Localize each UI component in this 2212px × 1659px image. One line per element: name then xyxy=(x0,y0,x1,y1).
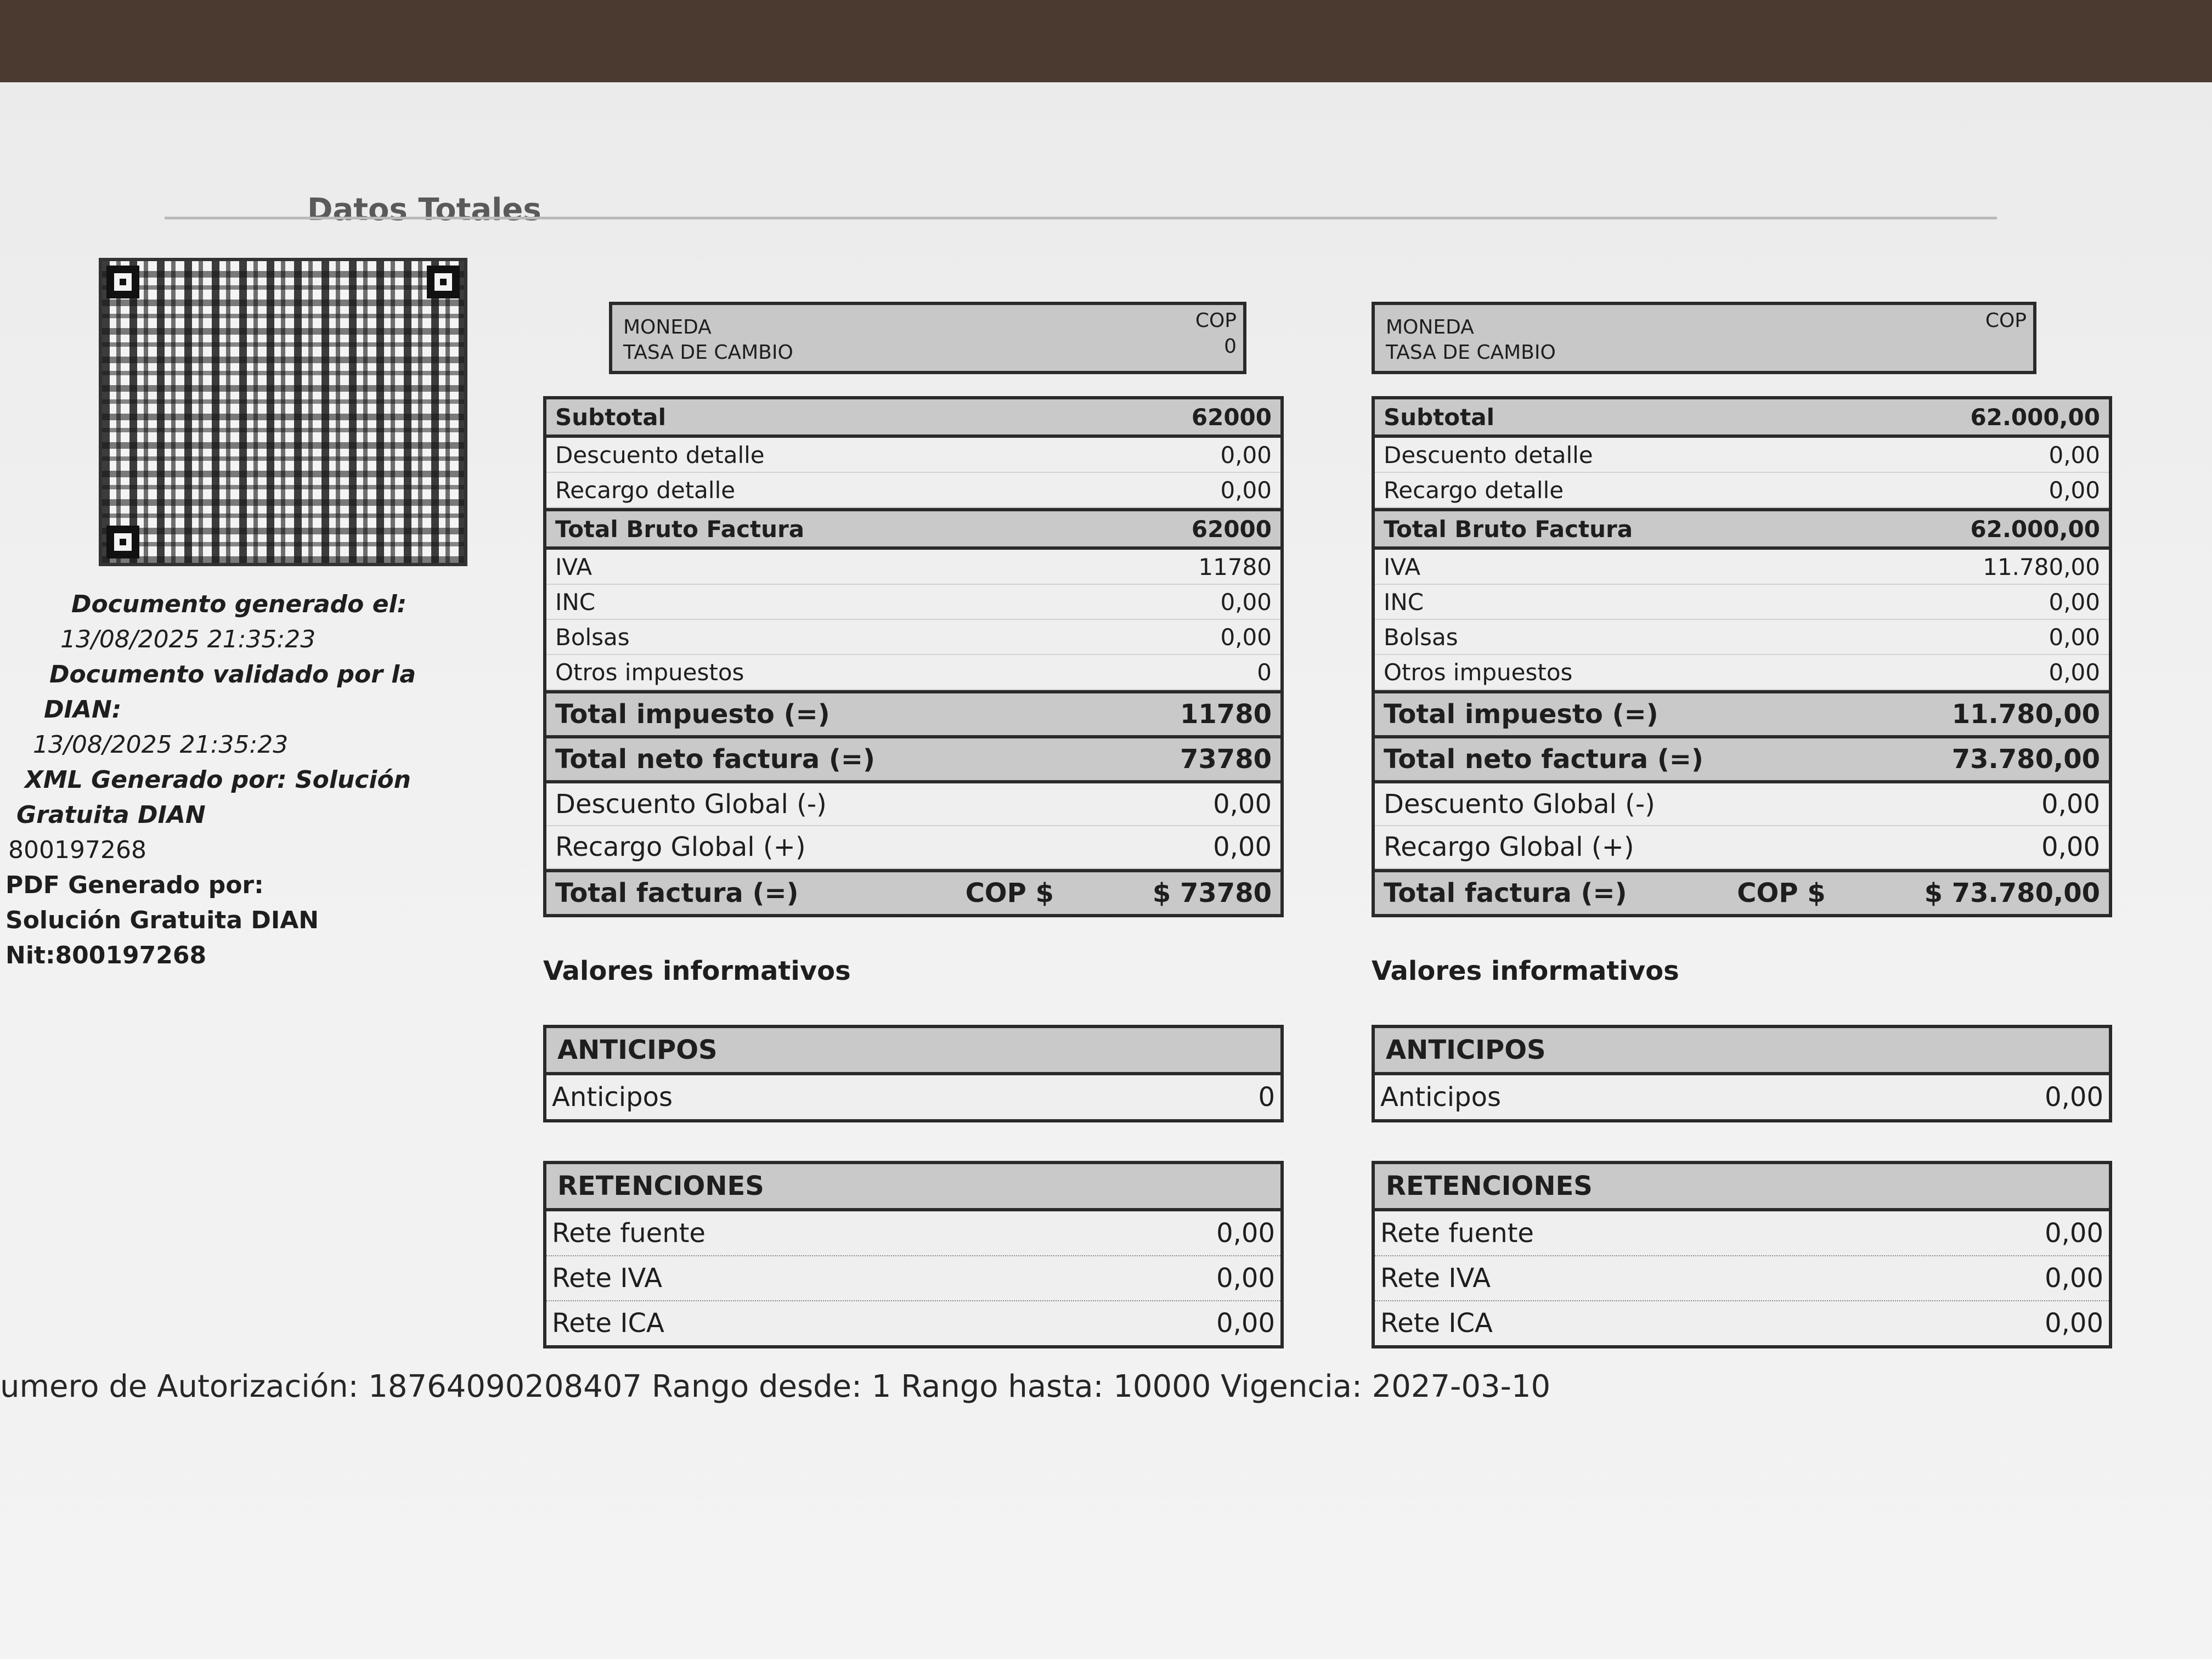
row-label: Recargo Global (+) xyxy=(1384,832,1634,862)
row-value: 0,00 xyxy=(1213,832,1272,862)
section-title: Datos Totales xyxy=(307,192,541,228)
table-row xyxy=(1375,508,2109,550)
table-row xyxy=(546,1075,1280,1119)
row-label: Anticipos xyxy=(552,1082,673,1113)
tasa-value: 0 xyxy=(1224,335,1237,358)
row-label: Rete fuente xyxy=(1380,1218,1534,1249)
anticipos-header: ANTICIPOS xyxy=(546,1028,1280,1075)
row-value: 62.000,00 xyxy=(1970,403,2100,431)
xml-generated-label-cont: Gratuita DIAN xyxy=(16,801,206,829)
row-value: 0,00 xyxy=(2049,588,2100,616)
table-row xyxy=(1375,1301,2109,1345)
table-row xyxy=(546,508,1280,550)
row-label: Rete IVA xyxy=(1380,1263,1491,1294)
pdf-nit: Nit:800197268 xyxy=(5,941,207,969)
row-label: Rete fuente xyxy=(552,1218,706,1249)
table-row xyxy=(546,869,1280,914)
row-label: Total Bruto Factura xyxy=(555,515,805,543)
row-label: Subtotal xyxy=(555,403,666,431)
pdf-generated-label: PDF Generado por: xyxy=(5,871,264,899)
row-label: IVA xyxy=(1384,553,1421,580)
row-value: 11.780,00 xyxy=(1983,553,2100,580)
row-label: Recargo detalle xyxy=(555,476,736,504)
table-row xyxy=(546,620,1280,655)
row-label: Rete ICA xyxy=(552,1308,664,1339)
table-row xyxy=(546,1211,1280,1256)
row-value: 0,00 xyxy=(2041,832,2100,862)
row-currency: COP $ xyxy=(1737,878,1826,909)
row-value: 11780 xyxy=(1180,699,1272,730)
row-label: Total neto factura (=) xyxy=(555,744,875,775)
invoice-paper xyxy=(0,82,2212,1659)
table-row xyxy=(1375,655,2109,690)
anticipos-box xyxy=(1372,1025,2112,1122)
row-label: Total impuesto (=) xyxy=(1384,699,1658,730)
table-row xyxy=(1375,585,2109,620)
table-row xyxy=(546,783,1280,826)
moneda-label: MONEDA xyxy=(1386,316,1474,338)
generated-label: Documento generado el: xyxy=(71,590,407,618)
validated-label: Documento validado por la xyxy=(49,661,416,689)
table-row xyxy=(1375,399,2109,438)
row-value: 0,00 xyxy=(2049,623,2100,651)
row-value: 0,00 xyxy=(2045,1082,2103,1113)
row-label: Recargo Global (+) xyxy=(555,832,806,862)
row-label: Total factura (=) xyxy=(1384,878,1627,909)
row-label: Rete ICA xyxy=(1380,1308,1493,1339)
table-row xyxy=(546,738,1280,783)
table-row xyxy=(546,585,1280,620)
row-label: INC xyxy=(555,588,596,616)
table-row xyxy=(1375,620,2109,655)
row-value: 0,00 xyxy=(2049,658,2100,686)
row-value: 0,00 xyxy=(2045,1263,2103,1294)
qr-finder-bottom-left xyxy=(106,526,139,558)
info-title: Valores informativos xyxy=(1372,956,1679,986)
table-row xyxy=(546,690,1280,738)
validated-label-cont: DIAN: xyxy=(44,696,122,724)
table-row xyxy=(1375,1211,2109,1256)
validated-date: 13/08/2025 21:35:23 xyxy=(33,731,289,759)
xml-nit: 800197268 xyxy=(8,836,146,864)
row-label: Descuento detalle xyxy=(555,441,765,469)
row-label: Descuento Global (-) xyxy=(555,789,827,820)
row-label: Recargo detalle xyxy=(1384,476,1564,504)
row-label: Total neto factura (=) xyxy=(1384,744,1703,775)
row-label: Total impuesto (=) xyxy=(555,699,830,730)
row-label: Otros impuestos xyxy=(555,658,744,686)
document-meta xyxy=(5,587,488,973)
row-value: 0,00 xyxy=(2049,476,2100,504)
qr-code-image xyxy=(99,258,467,566)
row-value: 0,00 xyxy=(1220,441,1272,469)
qr-finder-top-left xyxy=(106,266,139,298)
row-value: 0,00 xyxy=(2045,1308,2103,1339)
generated-date: 13/08/2025 21:35:23 xyxy=(60,625,316,653)
tasa-label: TASA DE CAMBIO xyxy=(623,341,793,364)
row-value: $ 73780 xyxy=(1152,878,1272,909)
row-value: 62000 xyxy=(1191,515,1272,543)
row-value: 0,00 xyxy=(1216,1308,1275,1339)
row-label: Descuento detalle xyxy=(1384,441,1593,469)
row-value: 0,00 xyxy=(2045,1218,2103,1249)
row-label: INC xyxy=(1384,588,1424,616)
totals-column-left xyxy=(543,302,1284,1348)
xml-generated-label: XML Generado por: Solución xyxy=(25,766,411,794)
table-row xyxy=(546,826,1280,869)
row-value: 11.780,00 xyxy=(1951,699,2100,730)
qr-finder-top-right xyxy=(427,266,460,298)
table-row xyxy=(546,1256,1280,1301)
row-label: Bolsas xyxy=(1384,623,1458,651)
row-label: Anticipos xyxy=(1380,1082,1501,1113)
row-value: 11780 xyxy=(1198,553,1272,580)
row-label: Total factura (=) xyxy=(555,878,799,909)
anticipos-header: ANTICIPOS xyxy=(1375,1028,2109,1075)
row-label: Otros impuestos xyxy=(1384,658,1573,686)
info-title: Valores informativos xyxy=(543,956,851,986)
row-label: Bolsas xyxy=(555,623,630,651)
retenciones-box xyxy=(543,1161,1284,1348)
table-row xyxy=(546,473,1280,508)
row-value: 0,00 xyxy=(1220,623,1272,651)
moneda-value: COP xyxy=(1985,309,2027,332)
retenciones-header: RETENCIONES xyxy=(546,1164,1280,1211)
row-value: 0,00 xyxy=(2041,789,2100,820)
tasa-label: TASA DE CAMBIO xyxy=(1386,341,1556,364)
currency-box xyxy=(609,302,1246,374)
retenciones-header: RETENCIONES xyxy=(1375,1164,2109,1211)
authorization-footer: umero de Autorización: 18764090208407 Rango desde: 1 Rango hasta: 10000 Vigencia: 2027-03-10 xyxy=(0,1369,1551,1404)
row-label: Subtotal xyxy=(1384,403,1494,431)
retenciones-box xyxy=(1372,1161,2112,1348)
table-row xyxy=(1375,690,2109,738)
table-row xyxy=(546,399,1280,438)
totals-table xyxy=(1372,396,2112,917)
moneda-value: COP xyxy=(1195,309,1237,332)
row-value: 0,00 xyxy=(1216,1218,1275,1249)
row-value: 62000 xyxy=(1191,403,1272,431)
row-currency: COP $ xyxy=(965,878,1054,909)
row-value: 73780 xyxy=(1180,744,1272,775)
table-row xyxy=(1375,473,2109,508)
row-value: 0,00 xyxy=(1213,789,1272,820)
table-row xyxy=(1375,1075,2109,1119)
row-value: 62.000,00 xyxy=(1970,515,2100,543)
row-value: 0,00 xyxy=(1216,1263,1275,1294)
anticipos-box xyxy=(543,1025,1284,1122)
title-divider xyxy=(165,217,1997,219)
row-value: 0 xyxy=(1257,658,1272,686)
row-value: 0,00 xyxy=(2049,441,2100,469)
pdf-generated-by: Solución Gratuita DIAN xyxy=(5,906,319,934)
moneda-label: MONEDA xyxy=(623,316,712,338)
row-value: 73.780,00 xyxy=(1951,744,2100,775)
row-value: 0 xyxy=(1258,1082,1275,1113)
table-row xyxy=(546,550,1280,585)
row-value: 0,00 xyxy=(1220,588,1272,616)
row-label: Total Bruto Factura xyxy=(1384,515,1633,543)
row-value: $ 73.780,00 xyxy=(1924,878,2100,909)
table-row xyxy=(1375,783,2109,826)
table-row xyxy=(1375,869,2109,914)
table-row xyxy=(546,1301,1280,1345)
totals-column-right xyxy=(1372,302,2112,1348)
table-row xyxy=(1375,1256,2109,1301)
currency-box xyxy=(1372,302,2036,374)
row-label: Descuento Global (-) xyxy=(1384,789,1655,820)
table-row xyxy=(546,438,1280,473)
row-value: 0,00 xyxy=(1220,476,1272,504)
totals-table xyxy=(543,396,1284,917)
table-row xyxy=(1375,826,2109,869)
row-label: IVA xyxy=(555,553,592,580)
table-row xyxy=(1375,550,2109,585)
row-label: Rete IVA xyxy=(552,1263,663,1294)
table-row xyxy=(1375,438,2109,473)
table-row xyxy=(1375,738,2109,783)
table-row xyxy=(546,655,1280,690)
